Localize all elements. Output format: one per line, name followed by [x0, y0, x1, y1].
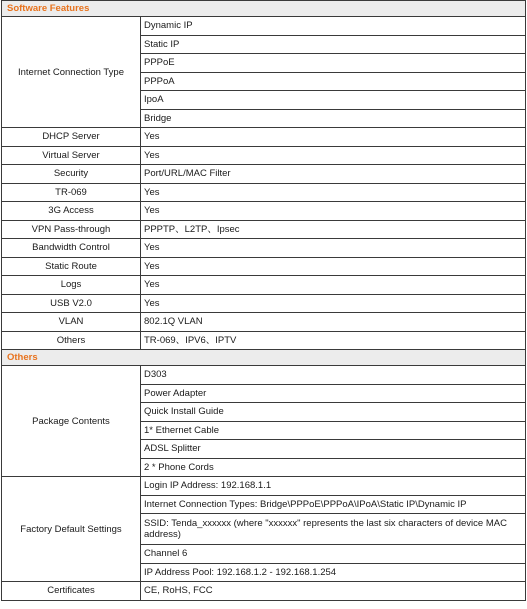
- table-row: [2, 220, 526, 239]
- row-label: TR-069: [2, 183, 141, 202]
- row-value: 1* Ethernet Cable: [141, 421, 526, 440]
- row-label: Bandwidth Control: [2, 239, 141, 258]
- row-value: 2 * Phone Cords: [141, 458, 526, 477]
- row-value: Channel 6: [141, 545, 526, 564]
- table-row: [2, 331, 526, 350]
- row-value: Yes: [141, 146, 526, 165]
- row-value: Quick Install Guide: [141, 403, 526, 422]
- row-label: Security: [2, 165, 141, 184]
- row-value: Yes: [141, 239, 526, 258]
- row-value: PPPTP、L2TP、Ipsec: [141, 220, 526, 239]
- row-value: IP Address Pool: 192.168.1.2 - 192.168.1.254: [141, 563, 526, 582]
- row-value: Bridge: [141, 109, 526, 128]
- section-title: Software Features: [2, 1, 526, 17]
- row-value: Yes: [141, 128, 526, 147]
- row-value: Port/URL/MAC Filter: [141, 165, 526, 184]
- row-label: VPN Pass-through: [2, 220, 141, 239]
- row-value: D303: [141, 366, 526, 385]
- table-row: [2, 202, 526, 221]
- table-row: [2, 294, 526, 313]
- table-row: [2, 582, 526, 601]
- row-value: Power Adapter: [141, 384, 526, 403]
- section-header-others: [2, 350, 526, 366]
- spec-table: [1, 0, 526, 601]
- row-label: Static Route: [2, 257, 141, 276]
- row-label: Others: [2, 331, 141, 350]
- row-label: USB V2.0: [2, 294, 141, 313]
- table-row: [2, 17, 526, 36]
- table-row: [2, 257, 526, 276]
- row-value: IpoA: [141, 91, 526, 110]
- row-value: SSID: Tenda_xxxxxx (where "xxxxxx" represents the last six characters of device MAC address): [141, 514, 526, 545]
- row-value: Yes: [141, 257, 526, 276]
- row-label: Factory Default Settings: [2, 477, 141, 582]
- row-label: Certificates: [2, 582, 141, 601]
- table-row: [2, 313, 526, 332]
- row-label: Virtual Server: [2, 146, 141, 165]
- row-value: Login IP Address: 192.168.1.1: [141, 477, 526, 496]
- row-label: Internet Connection Type: [2, 17, 141, 128]
- row-value: TR-069、IPV6、IPTV: [141, 331, 526, 350]
- row-value: PPPoE: [141, 54, 526, 73]
- table-row: [2, 183, 526, 202]
- row-value: ADSL Splitter: [141, 440, 526, 459]
- row-label: Package Contents: [2, 366, 141, 477]
- table-row: [2, 165, 526, 184]
- row-value: Yes: [141, 183, 526, 202]
- table-row: [2, 239, 526, 258]
- row-value: Yes: [141, 294, 526, 313]
- row-value: Yes: [141, 276, 526, 295]
- table-row: [2, 276, 526, 295]
- section-title: Others: [2, 350, 526, 366]
- row-label: 3G Access: [2, 202, 141, 221]
- row-value: CE, RoHS, FCC: [141, 582, 526, 601]
- row-label: Logs: [2, 276, 141, 295]
- table-row: [2, 477, 526, 496]
- row-value: Static IP: [141, 35, 526, 54]
- row-label: DHCP Server: [2, 128, 141, 147]
- row-value: Internet Connection Types: Bridge\PPPoE\PPPoA\IPoA\Static IP\Dynamic IP: [141, 495, 526, 514]
- table-row: [2, 128, 526, 147]
- row-value: Yes: [141, 202, 526, 221]
- row-value: 802.1Q VLAN: [141, 313, 526, 332]
- section-header-software: [2, 1, 526, 17]
- row-value: Dynamic IP: [141, 17, 526, 36]
- table-row: [2, 146, 526, 165]
- row-value: PPPoA: [141, 72, 526, 91]
- table-row: [2, 366, 526, 385]
- row-label: VLAN: [2, 313, 141, 332]
